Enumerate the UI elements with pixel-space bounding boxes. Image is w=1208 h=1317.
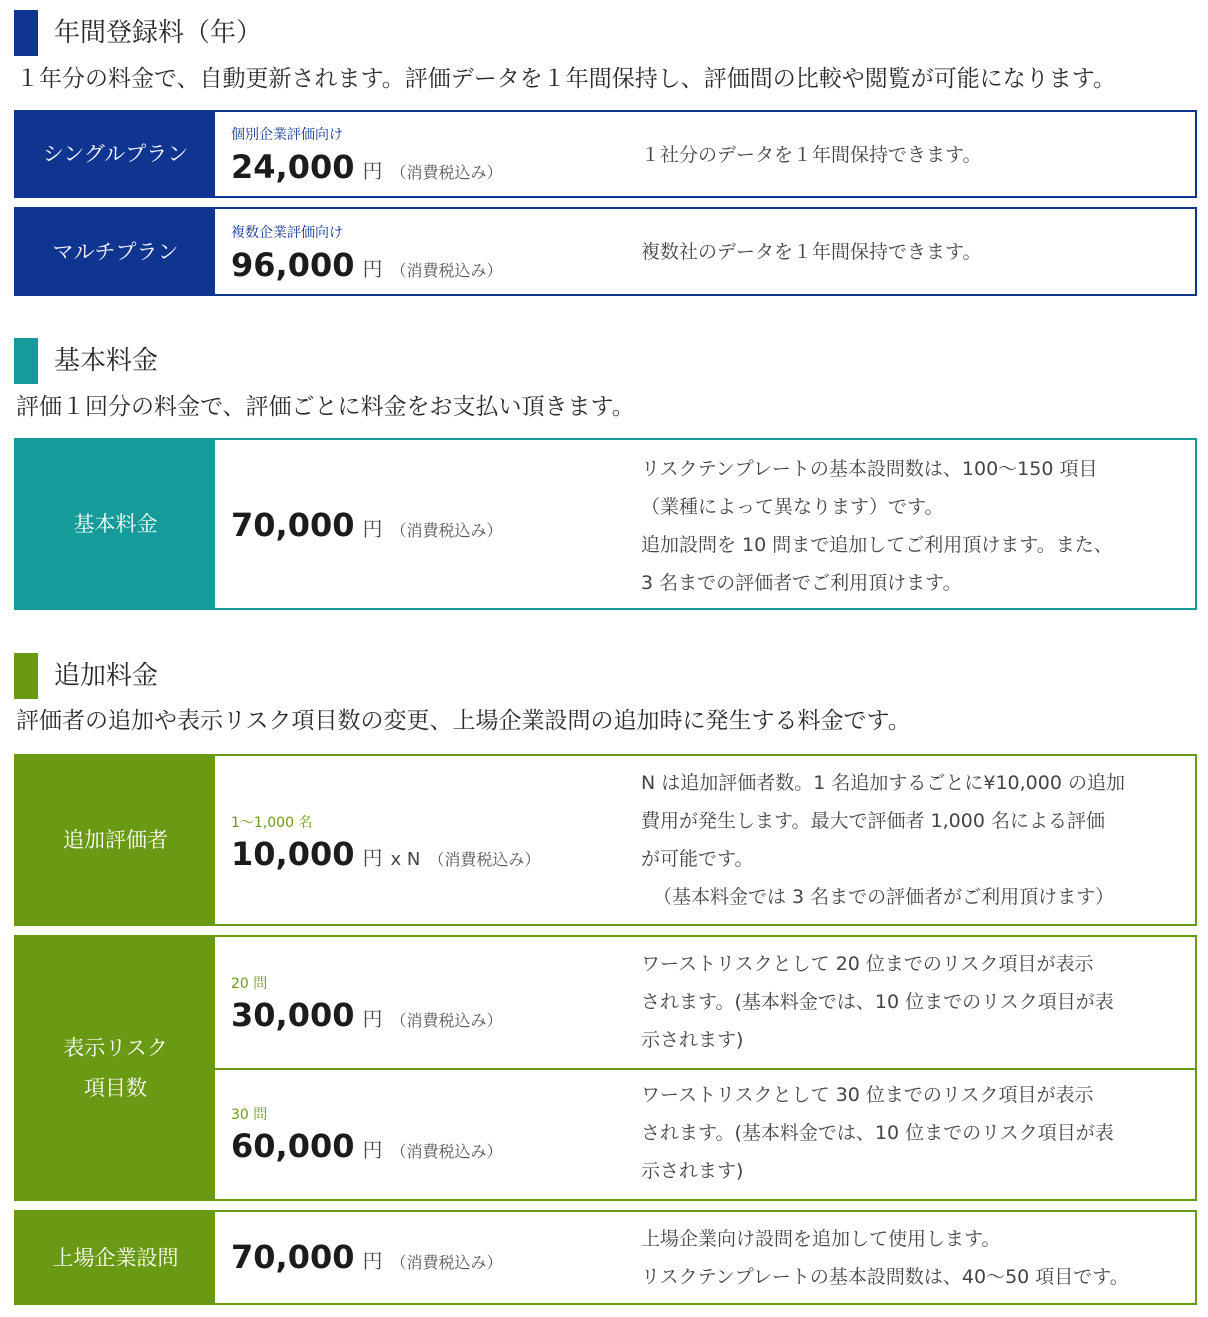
yen-unit: 円 [362, 846, 383, 870]
listed-company-price: 70,000 [231, 1238, 355, 1276]
single-plan-box [14, 110, 1197, 198]
basic-fee-box [14, 438, 1197, 610]
multi-plan-price: 96,000 [231, 246, 355, 284]
single-plan-description: １社分のデータを１年間保持できます。 [641, 144, 982, 166]
yen-unit: 円 [362, 1007, 383, 1031]
section-marker [14, 653, 38, 699]
tax-note: （消費税込み） [390, 261, 503, 280]
yen-unit: 円 [362, 257, 383, 281]
basic-fee-description: リスクテンプレートの基本設問数は、100〜150 項目 （業種によって異なります）です。 追加設問を 10 問まで追加してご利用頂けます。また、 3 名までの評価者でご利用頂けます。 [641, 458, 1113, 594]
tax-note: （消費税込み） [390, 1142, 503, 1161]
tax-note: （消費税込み） [390, 1253, 503, 1272]
annual-section-header [14, 10, 1194, 56]
yen-unit: 円 [362, 1249, 383, 1273]
risk-items-label: 表示リスク 項目数 [16, 937, 215, 1199]
yen-unit: 円 [362, 517, 383, 541]
risk-20-description: ワーストリスクとして 20 位までのリスク項目が表示 されます。(基本料金では、10 位までのリスク項目が表 示されます) [641, 953, 1114, 1051]
basic-fee-label: 基本料金 [16, 440, 215, 608]
multi-plan-description: 複数社のデータを１年間保持できます。 [641, 241, 982, 263]
risk-30-price: 60,000 [231, 1127, 355, 1165]
evaluator-price: 10,000 [231, 835, 355, 873]
multi-plan-sublabel: 複数企業評価向け [231, 225, 343, 241]
risk-30-description: ワーストリスクとして 30 位までのリスク項目が表示 されます。(基本料金では、10 位までのリスク項目が表 示されます) [641, 1084, 1114, 1182]
risk-30-sublabel: 30 問 [231, 1107, 268, 1123]
risk-row-30 [215, 1070, 1195, 1199]
listed-company-description: 上場企業向け設問を追加して使用します。 リスクテンプレートの基本設問数は、40〜50 項目です。 [641, 1228, 1129, 1288]
evaluator-description: N は追加評価者数。1 名追加するごとに¥10,000 の追加 費用が発生します。最大で評価者 1,000 名による評価 が可能です。 （基本料金では 3 名までの評価者がご利用頂けます） [641, 772, 1125, 908]
basic-fee-price: 70,000 [231, 506, 355, 544]
risk-items-box [14, 935, 1197, 1201]
section-marker [14, 338, 38, 384]
tax-note: （消費税込み） [390, 1011, 503, 1030]
multiplier: x N [390, 849, 421, 870]
tax-note: （消費税込み） [390, 521, 503, 540]
tax-note: （消費税込み） [428, 850, 541, 869]
section-description: 評価者の追加や表示リスク項目数の変更、上場企業設問の追加時に発生する料金です。 [16, 708, 911, 734]
single-plan-sublabel: 個別企業評価向け [231, 127, 343, 143]
yen-unit: 円 [362, 159, 383, 183]
section-description: １年分の料金で、自動更新されます。評価データを１年間保持し、評価間の比較や閲覧が可能になります。 [16, 66, 1116, 92]
risk-row-20 [215, 937, 1195, 1070]
extra-section-header [14, 653, 1194, 699]
basic-section-header [14, 338, 1194, 384]
section-title: 追加料金 [54, 661, 159, 691]
single-plan-price: 24,000 [231, 148, 355, 186]
extra-evaluator-box [14, 754, 1197, 926]
risk-20-sublabel: 20 問 [231, 976, 268, 992]
yen-unit: 円 [362, 1138, 383, 1162]
section-title: 基本料金 [54, 346, 159, 376]
extra-evaluator-label: 追加評価者 [16, 756, 215, 924]
tax-note: （消費税込み） [390, 163, 503, 182]
listed-company-box [14, 1210, 1197, 1305]
listed-company-label: 上場企業設問 [16, 1212, 215, 1303]
multi-plan-box [14, 207, 1197, 296]
section-title: 年間登録料（年） [54, 18, 263, 48]
multi-plan-label: マルチプラン [16, 209, 215, 294]
single-plan-label: シングルプラン [16, 112, 215, 196]
risk-20-price: 30,000 [231, 996, 355, 1034]
section-description: 評価１回分の料金で、評価ごとに料金をお支払い頂きます。 [16, 394, 635, 420]
section-marker [14, 10, 38, 56]
evaluator-range: 1〜1,000 名 [231, 815, 313, 831]
